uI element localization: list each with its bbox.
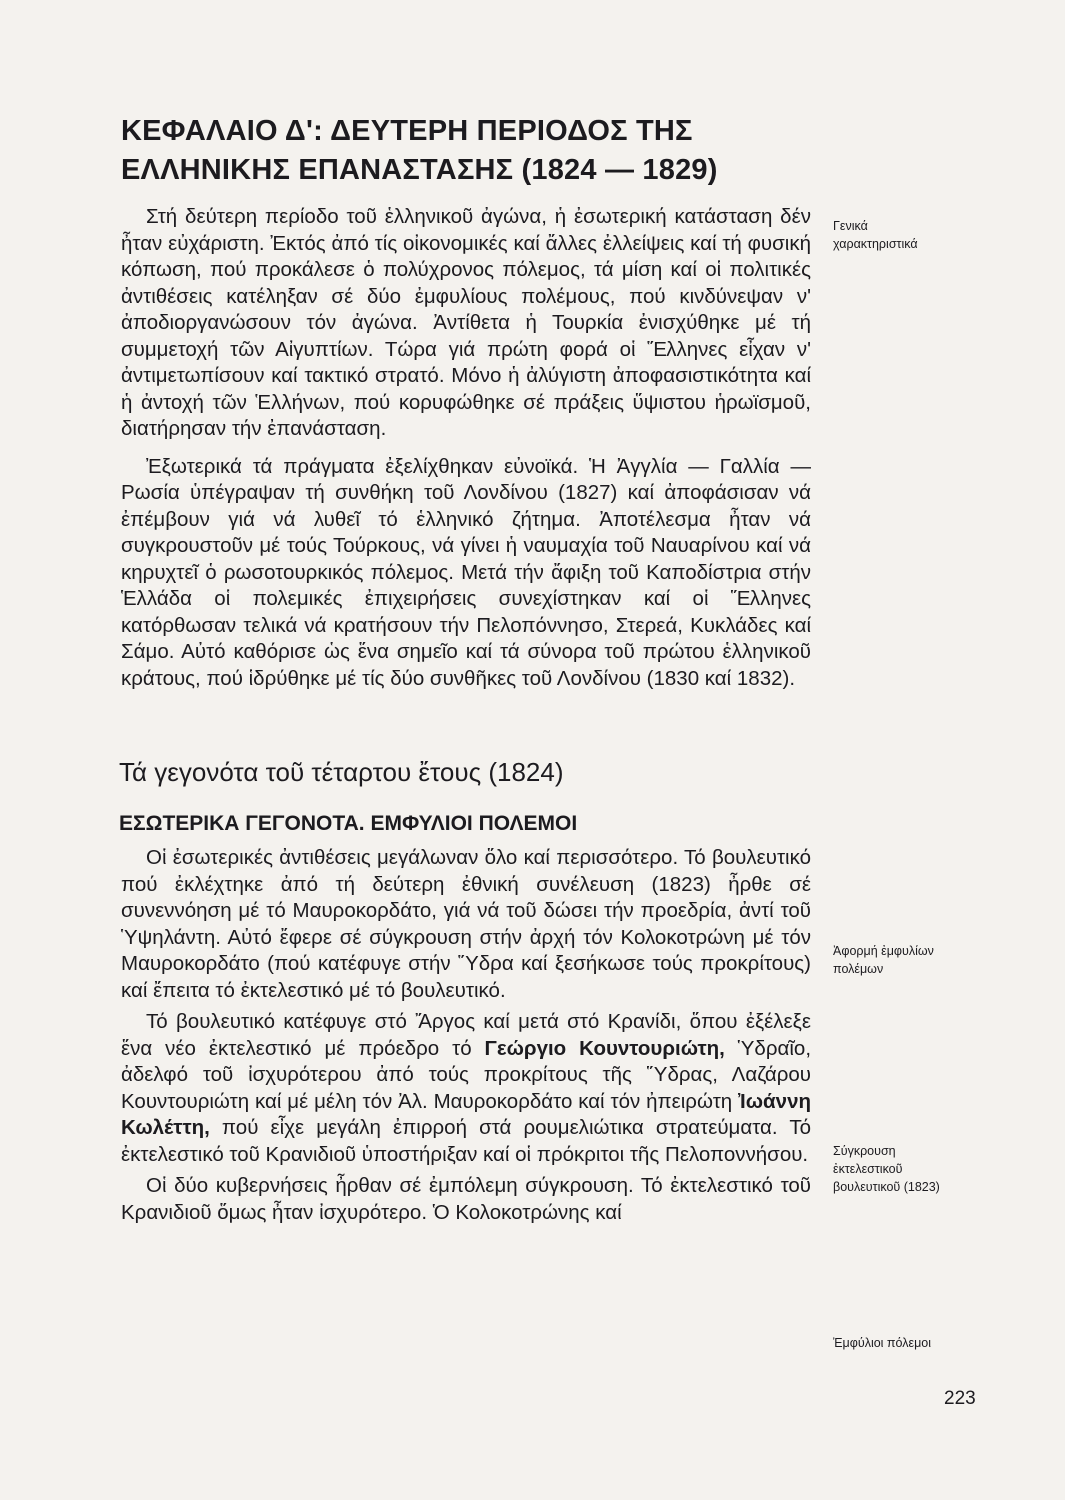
margin-note-line: ἐκτελεστικοῦ	[833, 1162, 903, 1176]
paragraph: Οἱ δύο κυβερνήσεις ἦρθαν σέ ἐμπόλεμη σύγκρουση. Τό ἐκτελεστικό τοῦ Κρανιδιοῦ ὅμως ἦταν ἰσχυρότερο. Ὁ Κολοκοτρώνης καί	[121, 1174, 811, 1224]
paragraph	[121, 1009, 811, 1168]
margin-note-line: βουλευτικοῦ (1823)	[833, 1180, 940, 1194]
subsection-title: ΕΣΩΤΕΡΙΚΑ ΓΕΓΟΝΟΤΑ. ΕΜΦΥΛΙΟΙ ΠΟΛΕΜΟΙ	[119, 812, 578, 835]
margin-note-line: Σύγκρουση	[833, 1144, 896, 1158]
chapter-title-line2: ΕΛΛΗΝΙΚΗΣ ΕΠΑΝΑΣΤΑΣΗΣ (1824 — 1829)	[121, 154, 718, 186]
intro-text	[121, 204, 811, 692]
chapter-title-line1: ΚΕΦΑΛΑΙΟ Δ': ΔΕΥΤΕΡΗ ΠΕΡΙΟΔΟΣ ΤΗΣ	[121, 115, 693, 147]
text-run: πού εἶχε μεγάλη ἐπιρροή στά ρουμελιώτικα στρατεύματα. Τό ἐκτελεστικό τοῦ Κρανιδιοῦ ὑποστήριξαν καί οἱ πρόκριτοι τῆς Πελοποννήσου.	[121, 1116, 811, 1166]
section-title: Τά γεγονότα τοῦ τέταρτου ἔτους (1824)	[119, 757, 564, 787]
margin-note-civil-wars	[833, 1334, 1003, 1352]
margin-note-line: χαρακτηριστικά	[833, 237, 918, 251]
paragraph: Ἐξωτερικά τά πράγματα ἐξελίχθηκαν εὐνοϊκά. Ἡ Ἀγγλία — Γαλλία — Ρωσία ὑπέγραψαν τή συνθήκη τοῦ Λονδίνου (1827) καί ἀποφάσισαν νά ἐπέμβουν γιά νά λυθεῖ τό ἑλληνικό ζήτημα. Ἀποτέλεσμα ἦταν νά συγκρουστοῦν μέ τούς Τούρκους, νά γίνει ἡ ναυμαχία τοῦ Ναυαρίνου καί νά κηρυχτεῖ ὁ ρωσοτουρκικός πόλεμος. Μετά τήν ἄφιξη τοῦ Καποδίστρια στήν Ἑλλάδα οἱ πολεμικές ἐπιχειρήσεις συνεχίστηκαν καί οἱ Ἕλληνες κατόρθωσαν τελικά νά κρατήσουν τήν Πελοπόννησο, Στερεά, Κυκλάδες καί Σάμο. Αὐτό καθόρισε ὡς ἕνα σημεῖο καί τά σύνορα τοῦ πρώτου ἑλληνικοῦ κράτους, πού ἱδρύθηκε μέ τίς δύο συνθῆκες τοῦ Λονδίνου (1830 καί 1832).	[121, 454, 811, 690]
chapter-title	[121, 112, 811, 190]
person-name: Γεώργιο Κουντουριώτη,	[484, 1036, 725, 1060]
margin-note-clash	[833, 1142, 1003, 1196]
margin-note-general	[833, 217, 1003, 253]
margin-note-line: πολέμων	[833, 962, 884, 976]
main-column	[121, 112, 811, 1226]
margin-note-cause	[833, 942, 1003, 978]
text-run: Τό βουλευτικό κατέφυγε στό Ἄργος καί μετά στό Κρανίδι, ὅπου ἐξέλεξε ἕνα νέο ἐκτελεστικό μέ πρόεδρο τό	[121, 1010, 811, 1060]
margin-note-line: Ἀφορμή ἐμφυλίων	[833, 944, 934, 958]
section-text	[121, 845, 811, 1226]
page-number: 223	[944, 1388, 976, 1409]
person-name: Ἰωάννη Κωλέττη,	[121, 1089, 811, 1139]
margin-note-line: Ἐμφύλιοι πόλεμοι	[833, 1336, 932, 1350]
text-run: Ὑδραῖο, ἀδελφό τοῦ ἰσχυρότερου ἀπό τούς προκρίτους τῆς Ὕδρας, Λαζάρου Κουντουριώτη καί μέ μέλη τόν Ἀλ. Μαυροκορδάτο καί τόν ἠπειρώτη	[121, 1036, 812, 1113]
margin-note-line: Γενικά	[833, 219, 868, 233]
paragraph: Οἱ ἐσωτερικές ἀντιθέσεις μεγάλωναν ὅλο καί περισσότερο. Τό βουλευτικό πού ἐκλέχτηκε ἀπό τή δεύτερη ἐθνική συνέλευση (1823) ἦρθε σέ συνεννόηση μέ τό Μαυροκορδάτο, γιά νά τοῦ δώσει τήν προεδρία, ἀντί τοῦ Ὑψηλάντη. Αὐτό ἔφερε σέ σύγκρουση στήν ἀρχή τόν Κολοκοτρώνη μέ τόν Μαυροκορδάτο (πού κατέφυγε στήν Ὕδρα καί ξεσήκωσε τούς προκρίτους) καί ἔπειτα τό ἐκτελεστικό μέ τό βουλευτικό.	[121, 846, 811, 1002]
paragraph: Στή δεύτερη περίοδο τοῦ ἑλληνικοῦ ἀγώνα, ἡ ἐσωτερική κατάσταση δέν ἦταν εὐχάριστη. Ἐκτός ἀπό τίς οἰκονομικές καί ἄλλες ἐλλείψεις καί τή φυσική κόπωση, πού προκάλεσε ὁ πολύχρονος πόλεμος, τά μίση καί οἱ πολιτικές ἀντιθέσεις κατέληξαν σέ δύο ἐμφυλίους πολέμους, πού κινδύνεψαν ν' ἀποδιοργανώσουν τόν ἀγώνα. Ἀντίθετα ἡ Τουρκία ἐνισχύθηκε μέ τή συμμετοχή τῶν Αἰγυπτίων. Τώρα γιά πρώτη φορά οἱ Ἕλληνες εἶχαν ν' ἀντιμετωπίσουν καί τακτικό στρατό. Μόνο ἡ ἀλύγιστη ἀποφασιστικότητα καί ἡ ἀντοχή τῶν Ἑλλήνων, πού κορυφώθηκε σέ πράξεις ὕψιστου ἡρωϊσμοῦ, διατήρησαν τήν ἐπανάσταση.	[121, 205, 811, 440]
